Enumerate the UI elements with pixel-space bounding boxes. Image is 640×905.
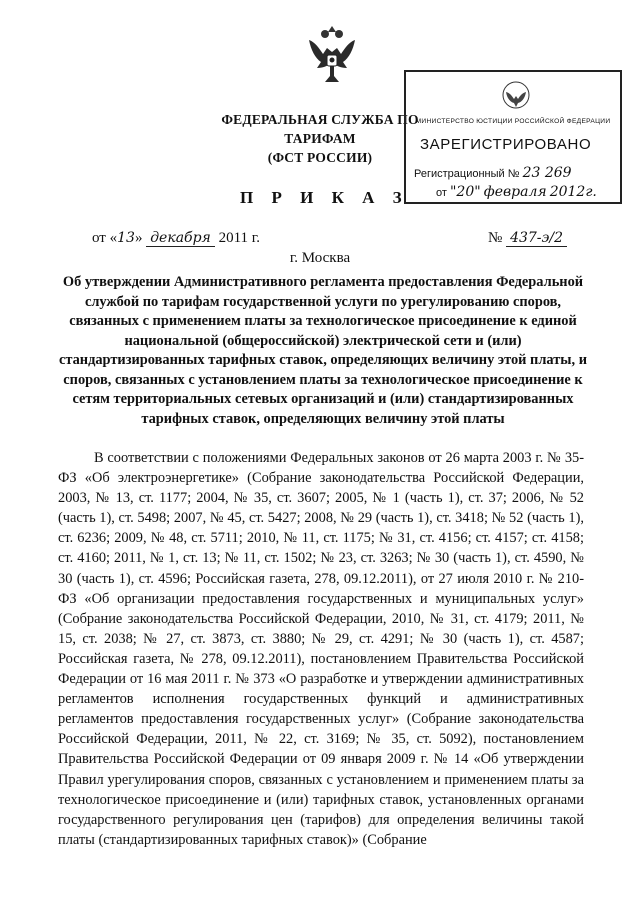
body-paragraph: В соответствии с положениями Федеральных законов от 26 марта 2003 г. № 35-ФЗ «Об электроэнергетике» (Собрание законодательства Российской Федерации, 2003, № 13, ст. 1177; 2004, № 35, ст. 3607; 2005, № 1 (часть 1), ст. 37; 2006, № 52 (часть 1), ст. 5498; 2007, № 45, ст. 5427; 2008, № 29 (часть 1), ст. 3418; № 52 (часть 1), ст. 6236; 2009, № 48, ст. 5711; 2010, № 11, ст. 1175; № 31, ст. 4156; ст. 4157; ст. 4158; ст. 4160; 2011, № 1, ст. 13; № 11, ст. 1502; № 23, ст. 3263; № 30 (часть 1), ст. 4590, № 30 (часть 1), ст. 4596; Российская газета, 278, 09.12.2011), от 27 июля 2010 г. № 210-ФЗ «Об организации предоставления государственных и муниципальных услуг» (Собрание законодательства Российской Федерации, 2010, № 31, ст. 4179; 2011, № 15, ст. 2038; № 27, ст. 3873, ст. 3880; № 29, ст. 4291; № 30 (часть 1), ст. 4587; Российская газета, № 278, 09.12.2011), постановлением Правительства Российской Федерации от 16 мая 2011 г. № 373 «О разработке и утверждении административных регламентов исполнения государственных функций и административных регламентов предоставления государственных услуг» (Собрание законодательства Российской Федерации, 2011, № 22, ст. 3169; № 35, ст. 5092), постановлением Правительства Российской Федерации от 09 января 2009 г. № 14 «Об утверждении Правил урегулирования споров, связанных с установлением и применением платы за технологическое присоединение и (или) тарифных ставок, установленных органами государственного регулирования цен (тарифов) для определения величины такой платы (стандартизированных тарифных ставок)» (Собрание	[58, 450, 584, 848]
stamp-reg-label: Регистрационный №	[414, 168, 520, 180]
stamp-from-label: от	[436, 187, 447, 199]
document-body	[58, 448, 584, 850]
date-year: 2011 г.	[218, 230, 260, 246]
stamp-from-year: 2012г.	[549, 184, 597, 200]
date-prefix: от «	[92, 230, 118, 246]
agency-name-line1: ФЕДЕРАЛЬНАЯ СЛУЖБА ПО ТАРИФАМ	[221, 112, 419, 146]
city: г. Москва	[289, 250, 351, 266]
order-number	[488, 230, 567, 247]
number-prefix: №	[488, 230, 503, 246]
stamp-registered: ЗАРЕГИСТРИРОВАНО	[420, 136, 592, 153]
stamp-from-month: февраля	[483, 184, 547, 200]
date-day: 13	[117, 230, 135, 246]
stamp-reg-number-line	[414, 165, 572, 181]
stamp-emblem-icon	[501, 80, 531, 110]
document-type: П Р И К А З	[240, 188, 409, 207]
date-mid: »	[134, 230, 143, 246]
coat-of-arms-icon	[303, 22, 361, 88]
registration-stamp	[404, 70, 622, 204]
document-title: Об утверждении Административного регламента предоставления Федеральной службой по тарифам государственной услуги по урегулированию споров, связанных с применением платы за технологическое присоединение к единой национальной (общероссийской) электрической сети и (или) стандартизированных тарифных ставок, определяющих величину этой платы, и споров, связанных с установлением платы за технологическое присоединение к сетям территориальных сетевых организаций и (или) стандартизированных тарифных ставок, определяющих величину этой платы	[58, 274, 588, 427]
stamp-reg-number: 23 269	[522, 165, 572, 181]
stamp-ministry: МИНИСТЕРСТВО ЮСТИЦИИ РОССИЙСКОЙ ФЕДЕРАЦИИ	[415, 118, 611, 125]
date-month: декабря	[146, 230, 215, 247]
order-date	[92, 230, 260, 247]
stamp-from-day: "20"	[449, 184, 481, 200]
agency-name-line2: (ФСТ РОССИИ)	[267, 150, 373, 165]
stamp-date-line	[436, 184, 597, 200]
number-value: 437-э/2	[506, 230, 567, 247]
